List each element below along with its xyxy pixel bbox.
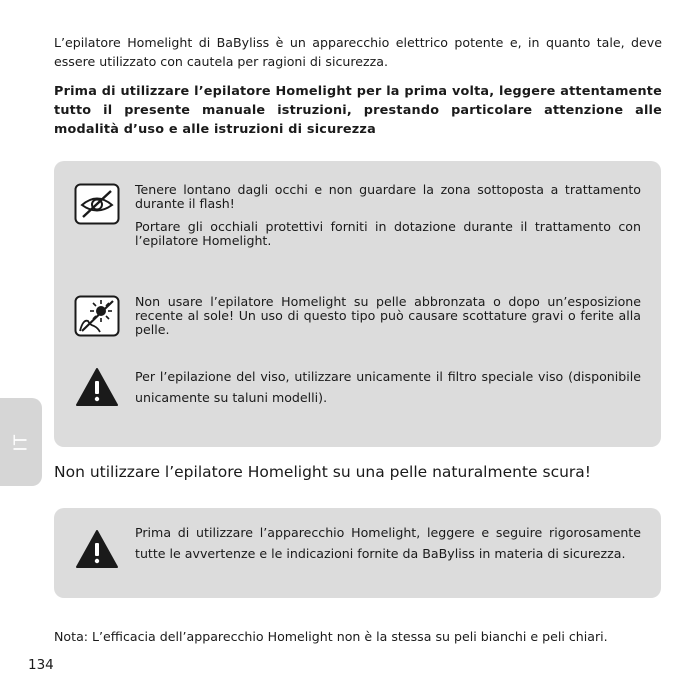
language-tab-label: IT <box>10 433 31 452</box>
no-eye-icon <box>74 183 120 225</box>
warning-item-face-filter-text <box>135 366 641 408</box>
warning-triangle-icon <box>74 528 120 570</box>
safety-text <box>135 522 641 564</box>
safety-text-line: Prima di utilizzare l’apparecchio Homelight, leggere e seguire rigorosamente tutte le avvertenze e le indicazioni fornite da BaByliss in materia di sicurezza. <box>135 525 641 561</box>
warning-item-sun-text <box>135 295 641 346</box>
warning-text-line: Portare gli occhiali protettivi forniti in dotazione durante il trattamento con l’epilatore Homelight. <box>135 219 641 248</box>
no-sun-icon <box>74 295 120 337</box>
dark-skin-warning: Non utilizzare l’epilatore Homelight su una pelle naturalmente scura! <box>54 463 591 481</box>
intro-paragraph: L’epilatore Homelight di BaByliss è un apparecchio elettrico potente e, in quanto tale, deve essere utilizzato con cautela per ragioni di sicurezza. <box>54 35 662 69</box>
intro-bold-paragraph: Prima di utilizzare l’epilatore Homelight per la prima volta, leggere attentamente tutto il presente manuale istruzioni, prestando particolare attenzione alle modalità d’uso e alle istruzioni di sicurezza <box>54 84 662 137</box>
warning-triangle-icon <box>74 366 120 408</box>
warning-box <box>54 161 661 447</box>
warning-item-eyes-text <box>135 183 641 257</box>
language-tab <box>0 398 42 486</box>
safety-box <box>54 508 661 598</box>
warning-text-line: Non usare l’epilatore Homelight su pelle abbronzata o dopo un’esposizione recente al sole! Un uso di questo tipo può causare scottature gravi o ferite alla pelle. <box>135 294 641 337</box>
warning-text-line: Tenere lontano dagli occhi e non guardare la zona sottoposta a trattamento durante il flash! <box>135 182 641 211</box>
note-text: Nota: L’efficacia dell’apparecchio Homelight non è la stessa su peli bianchi e peli chiari. <box>54 629 608 644</box>
warning-text-line: Per l’epilazione del viso, utilizzare unicamente il filtro speciale viso (disponibile unicamente su taluni modelli). <box>135 369 641 405</box>
page-number: 134 <box>28 657 54 673</box>
